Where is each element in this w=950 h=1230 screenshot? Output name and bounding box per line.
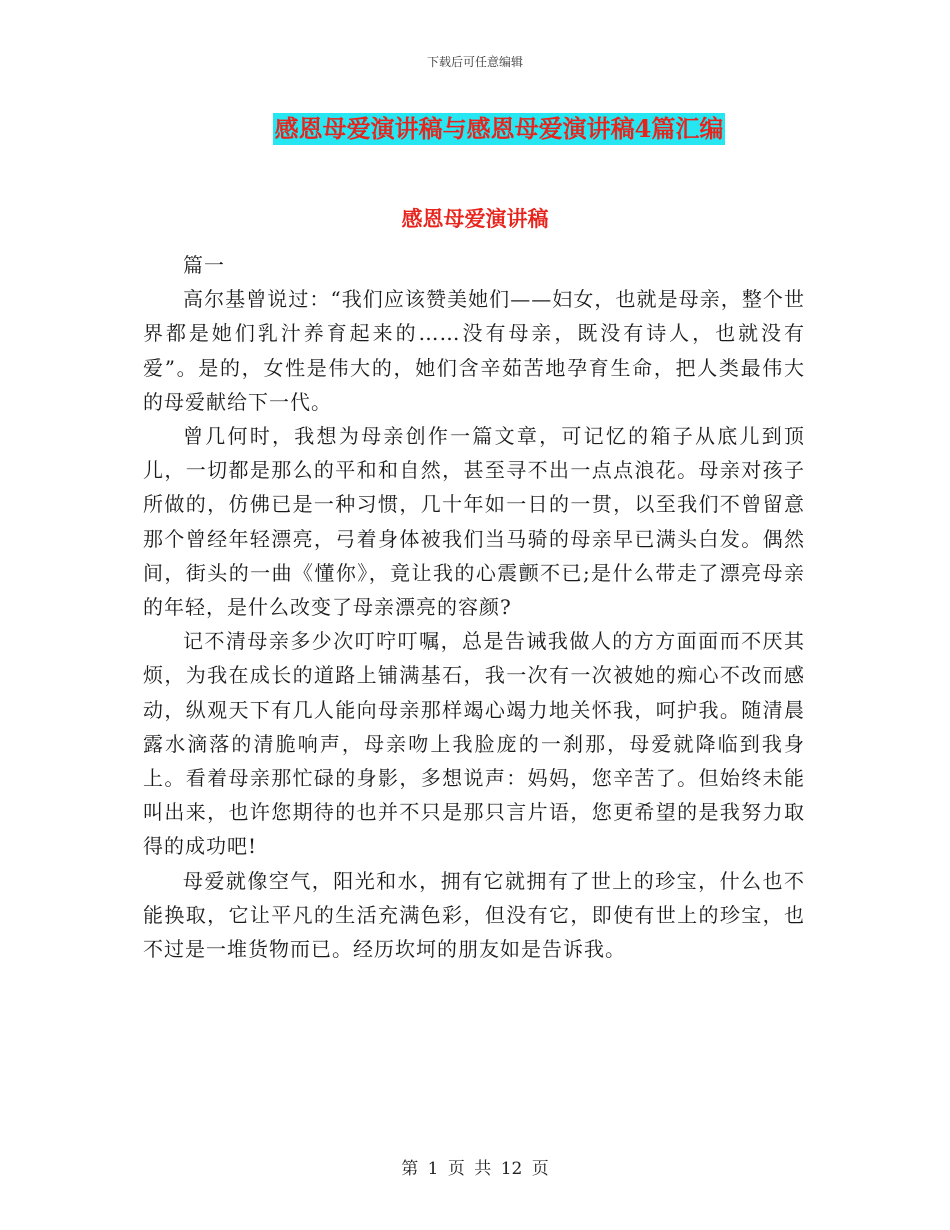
paragraph-4: 母爱就像空气，阳光和水，拥有它就拥有了世上的珍宝，什么也不能换取，它让平凡的生活充满色彩，但没有它，即使有世上的珍宝，也不过是一堆货物而已。经历坎坷的朋友如是告诉我。	[143, 868, 805, 962]
paragraph-1: 高尔基曾说过：“我们应该赞美她们——妇女，也就是母亲，整个世界都是她们乳汁养育起来的……没有母亲，既没有诗人，也就没有爱”。是的，女性是伟大的，她们含辛茹苦地孕育生命，把人类最伟大的母爱献给下一代。	[143, 287, 805, 414]
page-number: 第 1 页 共 12 页	[401, 1159, 549, 1179]
document-title	[0, 113, 950, 145]
document-body	[143, 248, 805, 966]
part-label: 篇一	[183, 253, 225, 277]
section-heading: 感恩母爱演讲稿	[401, 206, 549, 231]
paragraph-2: 曾几何时，我想为母亲创作一篇文章，可记忆的箱子从底儿到顶儿，一切都是那么的平和和自然，甚至寻不出一点点浪花。母亲对孩子所做的，仿佛已是一种习惯，几十年如一日的一贯，以至我们不曾留意那个曾经年轻漂亮，弓着身体被我们当马骑的母亲早已满头白发。偶然间，街头的一曲《懂你》，竟让我的心震颤不已;是什么带走了漂亮母亲的年轻，是什么改变了母亲漂亮的容颜?	[143, 424, 805, 620]
paragraph-3: 记不清母亲多少次叮咛叮嘱，总是告诫我做人的方方面面而不厌其烦，为我在成长的道路上铺满基石，我一次有一次被她的痴心不改而感动，纵观天下有几人能向母亲那样竭心竭力地关怀我，呵护我。随清晨露水滴落的清脆响声，母亲吻上我脸庞的一刹那，母爱就降临到我身上。看着母亲那忙碌的身影，多想说声：妈妈，您辛苦了。但始终未能叫出来，也许您期待的也并不只是那只言片语，您更希望的是我努力取得的成功吧!	[143, 629, 805, 859]
header-note: 下载后可任意编辑	[426, 55, 523, 69]
document-title-text: 感恩母爱演讲稿与感恩母爱演讲稿4篇汇编	[274, 114, 724, 143]
